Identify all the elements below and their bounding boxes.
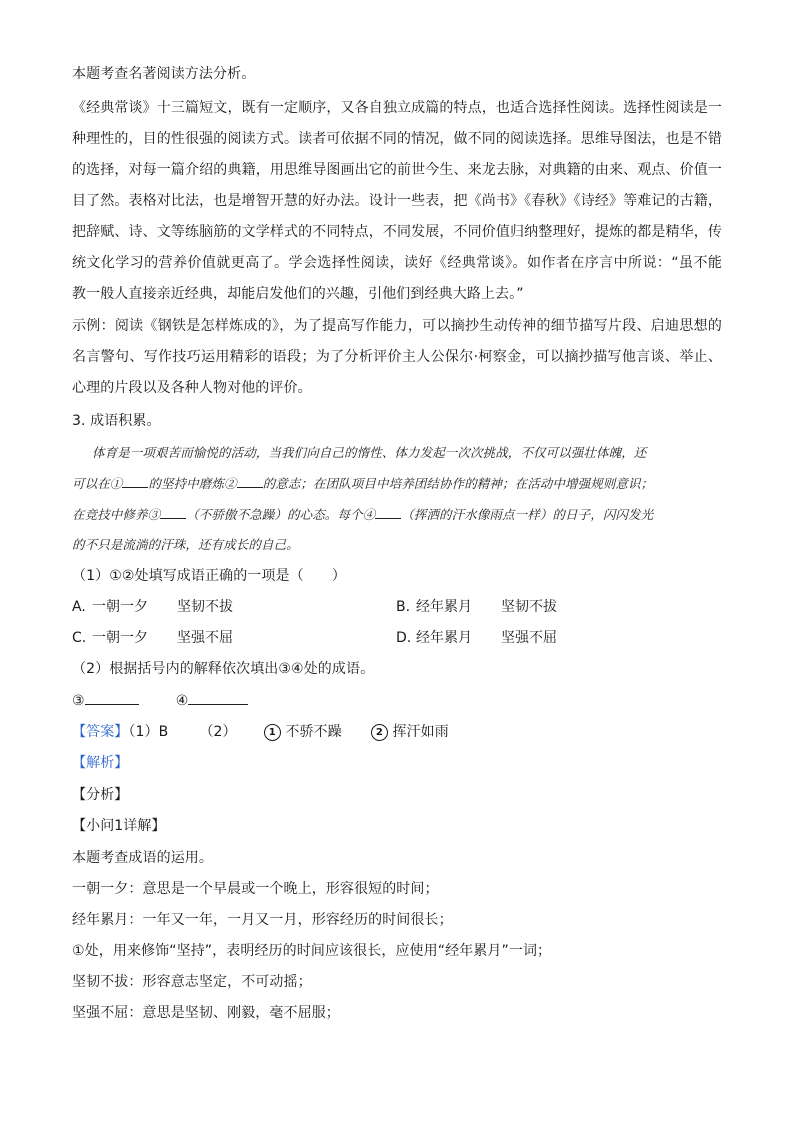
example-line-2: 名言警句、写作技巧运用精彩的语段；为了分析评价主人公保尔·柯察金，可以摘抄描写他言谈、举止、 [72, 349, 722, 365]
detail-line-4: ①处，用来修饰“坚持”，表明经历的时间应该很长，应使用“经年累月”一词； [72, 943, 552, 959]
circled-number-1: 1 [264, 724, 281, 741]
passage-line-3-a: 在竞技中修养③ [72, 507, 161, 522]
intro-line-6: 把辞赋、诗、文等练脑筋的文学样式的不同特点，不同发展，不同价值归纳整理好，提炼的都是精华，传 [72, 224, 722, 240]
option-c-idiom-1[interactable]: 一朝一夕 [92, 630, 148, 646]
sub-question-1: （1）①②处填写成语正确的一项是（ ） [72, 568, 347, 584]
option-b-idiom-2[interactable]: 坚韧不拔 [501, 599, 557, 615]
answer-idiom-1: 不骄不躁 [285, 724, 342, 740]
answer-part-1: （1）B [128, 724, 169, 740]
option-a-letter: A. [72, 599, 86, 615]
passage-line-1: 体育是一项艰苦而愉悦的活动，当我们向自己的惰性、体力发起一次次挑战，不仅可以强壮体魄，还 [92, 445, 647, 460]
passage-line-3 [72, 504, 653, 525]
option-a-idiom-2[interactable]: 坚韧不拔 [177, 599, 233, 615]
option-d-idiom-2[interactable]: 坚强不屈 [501, 630, 557, 646]
intro-line-8: 教一般人直接亲近经典，却能启发他们的兴趣，引他们到经典大路上去。” [72, 286, 524, 302]
fill-3-marker: ③ [72, 693, 85, 709]
example-line-1: 示例：阅读《钢铁是怎样炼成的》，为了提高写作能力，可以摘抄生动传神的细节描写片段、启迪思想的 [72, 318, 722, 334]
detail-line-2: 一朝一夕：意思是一个早晨或一个晚上，形容很短的时间； [72, 881, 439, 897]
fill-blanks-row [72, 690, 248, 711]
option-d-letter: D. [396, 630, 412, 646]
passage-line-2-b: 的坚持中磨炼② [148, 476, 237, 491]
fill-4-marker: ④ [175, 693, 189, 709]
answer-idiom-2: 挥汗如雨 [392, 724, 449, 740]
passage-line-2-c: 的意志；在团队项目中培养团结协作的精神；在活动中增强规则意识； [262, 476, 654, 491]
option-b-letter: B. [396, 599, 411, 615]
option-d-idiom-1[interactable]: 经年累月 [416, 630, 472, 646]
answer-label: 【答案】 [72, 724, 129, 740]
passage-line-4: 的不只是流淌的汗珠，还有成长的自己。 [72, 537, 299, 552]
blank-1[interactable] [122, 473, 148, 488]
sub-1-detail-label: 【小问1详解】 [72, 818, 166, 834]
intro-line-4: 的选择，对每一篇介绍的典籍，用思维导图画出它的前世今生、来龙去脉，对典籍的由来、观点、价值一 [72, 162, 722, 178]
passage-line-3-b: （不骄傲不急躁）的心态。每个④ [186, 507, 376, 522]
detail-line-6: 坚强不屈：意思是坚韧、刚毅，毫不屈服； [72, 1005, 340, 1021]
passage-line-2 [72, 473, 653, 494]
option-c-letter: C. [72, 630, 87, 646]
intro-line-1: 本题考查名著阅读方法分析。 [72, 66, 256, 82]
detail-line-5: 坚韧不拔：形容意志坚定，不可动摇； [72, 974, 312, 990]
option-c-idiom-2[interactable]: 坚强不屈 [177, 630, 233, 646]
answer-part-2: （2） [199, 724, 237, 740]
intro-line-3: 种理性的，目的性很强的阅读方式。读者可依据不同的情况，做不同的阅读选择。思维导图法，也是不错 [72, 131, 722, 147]
blank-4[interactable] [375, 504, 401, 519]
intro-line-2: 《经典常谈》十三篇短文，既有一定顺序，又各自独立成篇的特点，也适合选择性阅读。选择性阅读是一 [72, 100, 722, 116]
fill-4-blank[interactable] [188, 690, 248, 705]
detail-line-1: 本题考查成语的运用。 [72, 850, 213, 866]
option-b-idiom-1[interactable]: 经年累月 [416, 599, 472, 615]
passage-line-2-a: 可以在① [72, 476, 123, 491]
option-a-idiom-1[interactable]: 一朝一夕 [92, 599, 148, 615]
question-3-title: 3. 成语积累。 [72, 413, 161, 429]
blank-3[interactable] [160, 504, 186, 519]
detail-line-3: 经年累月：一年又一年，一月又一月，形容经历的时间很长； [72, 912, 453, 928]
example-line-3: 心理的片段以及各种人物对他的评价。 [72, 380, 312, 396]
intro-line-5: 目了然。表格对比法，也是增智开慧的好办法。设计一些表，把《尚书》《春秋》《诗经》等难记的古籍， [72, 193, 722, 209]
analysis-label: 【解析】 [72, 755, 129, 771]
circled-number-2: 2 [371, 724, 388, 741]
intro-line-7: 统文化学习的营养价值就更高了。学会选择性阅读，读好《经典常谈》。如作者在序言中所说：“虽不能 [72, 255, 722, 271]
answer-row [72, 722, 449, 742]
fill-3-blank[interactable] [85, 690, 139, 705]
blank-2[interactable] [237, 473, 263, 488]
passage-line-3-c: （挥洒的汗水像雨点一样）的日子，闪闪发光 [401, 507, 654, 522]
sub-question-2: （2）根据括号内的解释依次填出③④处的成语。 [72, 661, 375, 677]
fenxi-label: 【分析】 [72, 787, 129, 803]
